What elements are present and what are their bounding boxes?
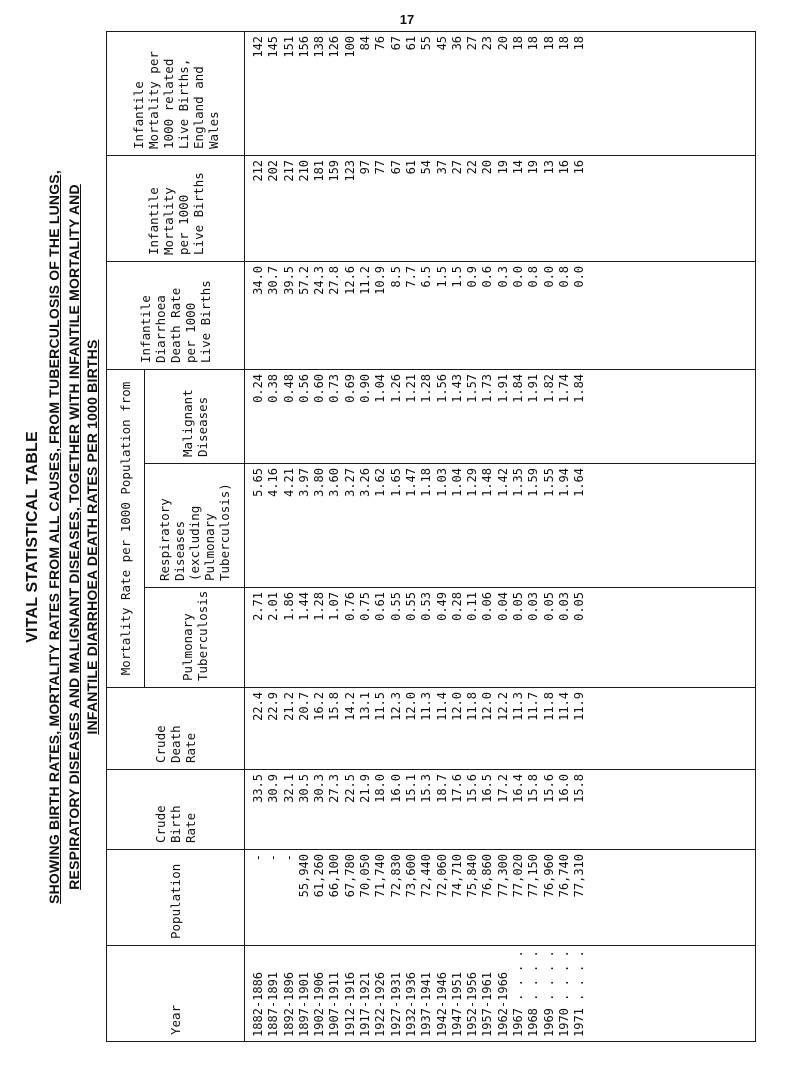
- table-cell-population: -: [266, 854, 281, 862]
- table-cell-malig: 1.43: [449, 373, 464, 403]
- table-cell-diarr: 1.5: [449, 265, 464, 288]
- table-cell-year: 1957-1961: [480, 971, 495, 1037]
- pulmonary-tuberculosis-column: [251, 592, 588, 683]
- table-cell-ew: 67: [388, 35, 403, 51]
- table-cell-resp: 1.59: [526, 468, 541, 497]
- population-column: [251, 854, 588, 941]
- table-cell-birth: 17.2: [495, 774, 510, 803]
- table-cell-resp: 3.27: [342, 468, 357, 497]
- table-cell-resp: 1.04: [449, 468, 464, 497]
- table-cell-population: 55,940: [296, 854, 311, 898]
- table-cell-population: 77,020: [511, 854, 526, 898]
- table-title: VITAL STATISTICAL TABLE: [24, 431, 41, 643]
- table-cell-pulm: 0.75: [358, 592, 373, 621]
- table-cell-birth: 16.5: [480, 774, 495, 803]
- table-cell-birth: 18.0: [373, 774, 388, 803]
- table-cell-ew: 84: [358, 35, 373, 51]
- table-cell-malig: 0.60: [312, 373, 327, 403]
- table-cell-resp: 1.03: [434, 468, 449, 497]
- table-cell-resp: 1.48: [480, 468, 495, 497]
- table-cell-malig: 0.38: [266, 373, 281, 403]
- table-cell-diarr: 7.7: [403, 265, 418, 288]
- table-cell-malig: 0.48: [281, 373, 296, 403]
- header-crude-death-rate: Crude Death Rate: [107, 688, 245, 770]
- table-cell-birth: 17.6: [449, 774, 464, 803]
- table-cell-death: 11.3: [419, 692, 434, 721]
- table-cell-year: 1907-1911: [327, 971, 342, 1037]
- crude-birth-rate-column: [251, 774, 588, 845]
- table-cell-death: 15.8: [327, 692, 342, 721]
- table-cell-population: 77,300: [495, 854, 510, 898]
- table-cell-inf: 19: [495, 159, 510, 175]
- respiratory-diseases-column: [251, 468, 588, 583]
- table-cell-population: 77,150: [526, 854, 541, 898]
- malignant-diseases-column: [251, 374, 588, 459]
- table-cell-resp: 1.35: [511, 468, 526, 497]
- table-cell-birth: 27.3: [327, 774, 342, 803]
- table-cell-resp: 1.94: [556, 468, 571, 497]
- table-cell-birth: 15.8: [526, 774, 541, 803]
- table-cell-birth: 15.6: [541, 774, 556, 803]
- table-cell-resp: 1.18: [419, 468, 434, 497]
- table-cell-death: 11.8: [465, 692, 480, 721]
- infantile-mortality-england-wales-column: [251, 36, 588, 151]
- table-cell-birth: 15.3: [419, 774, 434, 803]
- table-cell-diarr: 10.9: [373, 265, 388, 295]
- table-cell-birth: 22.5: [342, 774, 357, 803]
- table-cell-year: 1922-1926: [373, 971, 388, 1037]
- table-cell-year: 1902-1906: [312, 971, 327, 1037]
- table-cell-pulm: 1.07: [327, 592, 342, 621]
- infantile-diarrhoea-column: [251, 266, 588, 365]
- table-cell-resp: 3.80: [312, 468, 327, 497]
- table-cell-population: 72,060: [434, 854, 449, 898]
- table-cell-diarr: 34.0: [251, 265, 265, 295]
- table-cell-pulm: 0.55: [388, 592, 403, 621]
- table-cell-resp: 3.60: [327, 468, 342, 497]
- table-cell-year: 1932-1936: [403, 971, 418, 1037]
- table-cell-inf: 217: [281, 159, 296, 182]
- header-mortality-rate-group: Mortality Rate per 1000 Population from: [107, 369, 145, 687]
- table-cell-birth: 21.9: [358, 774, 373, 803]
- table-cell-inf: 16: [556, 159, 571, 175]
- table-cell-ew: 18: [526, 35, 541, 51]
- vital-statistics-table: [106, 31, 756, 1042]
- table-cell-resp: 3.97: [296, 468, 311, 497]
- table-cell-ew: 20: [495, 35, 510, 51]
- table-cell-population: 73,600: [403, 854, 418, 898]
- table-subtitle-line-3: INFANTILE DIARRHOEA DEATH RATES PER 1000 BIRTHS: [84, 339, 100, 735]
- table-cell-birth: 16.0: [556, 774, 571, 803]
- header-infantile-diarrhoea: Infantile Diarrhoea Death Rate per 1000 Live Births: [107, 261, 245, 369]
- table-cell-death: 11.4: [434, 692, 449, 721]
- header-malignant-diseases: Malignant Diseases: [145, 369, 245, 463]
- table-cell-inf: 19: [526, 159, 541, 175]
- table-cell-malig: 1.28: [419, 373, 434, 403]
- table-cell-year: 1882-1886: [251, 971, 265, 1037]
- table-cell-diarr: 30.7: [266, 265, 281, 295]
- table-cell-ew: 156: [296, 35, 311, 58]
- table-cell-inf: 61: [403, 159, 418, 175]
- table-cell-birth: 33.5: [251, 774, 265, 803]
- table-cell-pulm: 0.11: [465, 592, 480, 621]
- table-cell-diarr: 0.8: [526, 265, 541, 288]
- table-cell-birth: 15.1: [403, 774, 418, 803]
- table-cell-resp: 1.62: [373, 468, 388, 497]
- header-infantile-mortality-england-wales: Infantile Mortality per 1000 related Live Births, England and Wales: [107, 31, 245, 155]
- table-cell-year: 1968 . . . .: [526, 950, 541, 1037]
- table-cell-birth: 30.3: [312, 774, 327, 803]
- table-cell-inf: 97: [358, 159, 373, 175]
- table-cell-pulm: 0.06: [480, 592, 495, 621]
- table-cell-diarr: 12.6: [342, 265, 357, 295]
- table-cell-inf: 37: [434, 159, 449, 175]
- table-cell-pulm: 2.01: [266, 592, 281, 621]
- table-cell-ew: 18: [556, 35, 571, 51]
- table-cell-diarr: 1.5: [434, 265, 449, 288]
- table-cell-year: 1962-1966: [495, 971, 510, 1037]
- table-cell-ew: 145: [266, 35, 281, 58]
- table-cell-diarr: 39.5: [281, 265, 296, 295]
- table-cell-inf: 181: [312, 159, 327, 182]
- table-cell-population: 71,740: [373, 854, 388, 898]
- table-cell-diarr: 0.6: [480, 265, 495, 288]
- table-cell-population: -: [251, 854, 265, 862]
- table-cell-malig: 1.26: [388, 373, 403, 403]
- table-cell-death: 11.5: [373, 692, 388, 721]
- table-cell-birth: 15.8: [572, 774, 587, 803]
- table-cell-death: 12.3: [388, 692, 403, 721]
- table-cell-pulm: 1.28: [312, 592, 327, 621]
- table-cell-population: 61,260: [312, 854, 327, 898]
- table-cell-resp: 3.26: [358, 468, 373, 497]
- table-cell-inf: 77: [373, 159, 388, 175]
- table-cell-year: 1942-1946: [434, 971, 449, 1037]
- table-cell-pulm: 0.55: [403, 592, 418, 621]
- table-cell-diarr: 57.2: [296, 265, 311, 295]
- table-cell-ew: 126: [327, 35, 342, 58]
- table-cell-malig: 1.73: [480, 373, 495, 403]
- table-cell-ew: 76: [373, 35, 388, 51]
- header-respiratory-diseases: Respiratory Diseases (excluding Pulmonary Tuberculosis): [145, 464, 245, 588]
- table-cell-population: 76,960: [541, 854, 556, 898]
- table-cell-pulm: 2.71: [251, 592, 265, 621]
- table-cell-malig: 1.84: [572, 373, 587, 403]
- crude-death-rate-column: [251, 692, 588, 765]
- table-cell-diarr: 0.8: [556, 265, 571, 288]
- table-cell-death: 12.2: [495, 692, 510, 721]
- table-cell-pulm: 0.53: [419, 592, 434, 621]
- table-cell-population: 72,440: [419, 854, 434, 898]
- table-cell-population: 67,780: [342, 854, 357, 898]
- year-column: [251, 950, 588, 1037]
- table-cell-pulm: 0.49: [434, 592, 449, 621]
- table-cell-ew: 18: [541, 35, 556, 51]
- table-cell-inf: 14: [511, 159, 526, 175]
- table-cell-pulm: 0.03: [556, 592, 571, 621]
- table-cell-death: 11.7: [526, 692, 541, 721]
- table-cell-inf: 22: [465, 159, 480, 175]
- table-cell-pulm: 0.05: [511, 592, 526, 621]
- table-cell-diarr: 8.5: [388, 265, 403, 288]
- table-subtitle-line-2: RESPIRATORY DISEASES AND MALIGNANT DISEASES, TOGETHER WITH INFANTILE MORTALITY AND: [66, 184, 82, 890]
- page-number: 17: [399, 12, 415, 27]
- table-cell-ew: 138: [312, 35, 327, 58]
- table-cell-inf: 54: [419, 159, 434, 175]
- table-cell-pulm: 0.05: [572, 592, 587, 621]
- table-cell-diarr: 0.0: [572, 265, 587, 288]
- table-cell-inf: 67: [388, 159, 403, 175]
- table-cell-birth: 32.1: [281, 774, 296, 803]
- header-population: Population: [107, 850, 245, 946]
- table-cell-malig: 0.24: [251, 373, 265, 403]
- table-cell-year: 1952-1956: [465, 971, 480, 1037]
- table-cell-resp: 5.65: [251, 468, 265, 497]
- table-cell-year: 1967 . . . .: [511, 950, 526, 1037]
- table-cell-ew: 36: [449, 35, 464, 51]
- table-cell-malig: 1.84: [511, 373, 526, 403]
- table-cell-diarr: 0.0: [511, 265, 526, 288]
- table-cell-malig: 1.57: [465, 373, 480, 403]
- table-cell-inf: 27: [449, 159, 464, 175]
- table-cell-malig: 1.21: [403, 373, 418, 403]
- infantile-mortality-column: [251, 160, 588, 257]
- table-cell-malig: 0.56: [296, 373, 311, 403]
- table-cell-resp: 4.16: [266, 468, 281, 497]
- table-cell-inf: 16: [572, 159, 587, 175]
- table-cell-year: 1969 . . . .: [541, 950, 556, 1037]
- table-cell-death: 11.8: [541, 692, 556, 721]
- table-cell-pulm: 0.76: [342, 592, 357, 621]
- table-cell-year: 1917-1921: [358, 971, 373, 1037]
- table-cell-death: 20.7: [296, 692, 311, 721]
- table-cell-death: 14.2: [342, 692, 357, 721]
- table-cell-malig: 0.69: [342, 373, 357, 403]
- table-cell-death: 21.2: [281, 692, 296, 721]
- table-cell-diarr: 0.3: [495, 265, 510, 288]
- table-cell-year: 1971 . . . .: [572, 950, 587, 1037]
- table-cell-death: 12.0: [449, 692, 464, 721]
- table-cell-inf: 159: [327, 159, 342, 182]
- table-cell-diarr: 6.5: [419, 265, 434, 288]
- rotated-table-page: [24, 32, 784, 1042]
- table-cell-death: 16.2: [312, 692, 327, 721]
- table-cell-ew: 27: [465, 35, 480, 51]
- table-cell-resp: 1.47: [403, 468, 418, 497]
- table-cell-ew: 100: [342, 35, 357, 58]
- table-cell-malig: 1.74: [556, 373, 571, 403]
- table-cell-birth: 30.9: [266, 774, 281, 803]
- table-cell-ew: 151: [281, 35, 296, 58]
- table-cell-pulm: 0.03: [526, 592, 541, 621]
- table-cell-birth: 15.6: [465, 774, 480, 803]
- table-cell-diarr: 24.3: [312, 265, 327, 295]
- table-cell-inf: 13: [541, 159, 556, 175]
- table-cell-ew: 18: [572, 35, 587, 51]
- table-cell-death: 11.3: [511, 692, 526, 721]
- table-cell-malig: 0.73: [327, 373, 342, 403]
- table-cell-year: 1947-1951: [449, 971, 464, 1037]
- table-cell-death: 22.4: [251, 692, 265, 721]
- table-cell-resp: 1.64: [572, 468, 587, 497]
- table-cell-birth: 30.5: [296, 774, 311, 803]
- table-cell-resp: 4.21: [281, 468, 296, 497]
- table-cell-birth: 16.0: [388, 774, 403, 803]
- table-cell-year: 1892-1896: [281, 971, 296, 1037]
- table-subtitle-line-1: SHOWING BIRTH RATES, MORTALITY RATES FROM ALL CAUSES, FROM TUBERCULOSIS OF THE LUNGS,: [46, 170, 62, 904]
- table-cell-year: 1937-1941: [419, 971, 434, 1037]
- table-cell-malig: 1.82: [541, 373, 556, 403]
- table-cell-malig: 0.90: [358, 373, 373, 403]
- table-cell-ew: 45: [434, 35, 449, 51]
- table-cell-population: 76,860: [480, 854, 495, 898]
- table-cell-pulm: 0.61: [373, 592, 388, 621]
- header-year: Year: [107, 946, 245, 1042]
- table-cell-malig: 1.91: [526, 373, 541, 403]
- header-infantile-mortality: Infantile Mortality per 1000 Live Births: [107, 155, 245, 261]
- table-cell-diarr: 0.0: [541, 265, 556, 288]
- table-cell-resp: 1.65: [388, 468, 403, 497]
- table-cell-death: 22.9: [266, 692, 281, 721]
- table-cell-pulm: 0.04: [495, 592, 510, 621]
- table-cell-resp: 1.42: [495, 468, 510, 497]
- table-cell-population: 66,100: [327, 854, 342, 898]
- table-cell-diarr: 11.2: [358, 265, 373, 295]
- table-cell-pulm: 0.28: [449, 592, 464, 621]
- table-cell-population: 76,740: [556, 854, 571, 898]
- table-cell-year: 1897-1901: [296, 971, 311, 1037]
- table-cell-inf: 212: [251, 159, 265, 182]
- table-cell-year: 1912-1916: [342, 971, 357, 1037]
- table-cell-death: 11.9: [572, 692, 587, 721]
- table-cell-year: 1970 . . . .: [556, 950, 571, 1037]
- table-cell-birth: 16.4: [511, 774, 526, 803]
- table-cell-diarr: 0.9: [465, 265, 480, 288]
- table-cell-death: 12.0: [403, 692, 418, 721]
- table-cell-inf: 20: [480, 159, 495, 175]
- table-cell-inf: 123: [342, 159, 357, 182]
- table-cell-death: 11.4: [556, 692, 571, 721]
- table-cell-ew: 55: [419, 35, 434, 51]
- table-cell-death: 13.1: [358, 692, 373, 721]
- table-cell-malig: 1.04: [373, 373, 388, 403]
- table-cell-population: 74,710: [449, 854, 464, 898]
- table-cell-year: 1887-1891: [266, 971, 281, 1037]
- table-cell-ew: 18: [511, 35, 526, 51]
- table-cell-population: 70,050: [358, 854, 373, 898]
- header-pulmonary-tuberculosis: Pulmonary Tuberculosis: [145, 588, 245, 688]
- table-cell-resp: 1.55: [541, 468, 556, 497]
- table-cell-population: -: [281, 854, 296, 862]
- table-cell-ew: 23: [480, 35, 495, 51]
- table-cell-diarr: 27.8: [327, 265, 342, 295]
- table-cell-pulm: 1.86: [281, 592, 296, 621]
- table-cell-population: 75,840: [465, 854, 480, 898]
- header-crude-birth-rate: Crude Birth Rate: [107, 770, 245, 850]
- table-cell-ew: 61: [403, 35, 418, 51]
- table-cell-malig: 1.91: [495, 373, 510, 403]
- table-cell-resp: 1.29: [465, 468, 480, 497]
- table-cell-year: 1927-1931: [388, 971, 403, 1037]
- table-cell-pulm: 1.44: [296, 592, 311, 621]
- table-cell-birth: 18.7: [434, 774, 449, 803]
- table-cell-malig: 1.56: [434, 373, 449, 403]
- table-cell-population: 72,830: [388, 854, 403, 898]
- table-cell-inf: 210: [296, 159, 311, 182]
- table-cell-death: 12.0: [480, 692, 495, 721]
- table-cell-population: 77,310: [572, 854, 587, 898]
- table-cell-ew: 142: [251, 35, 265, 58]
- table-cell-inf: 202: [266, 159, 281, 182]
- table-cell-pulm: 0.05: [541, 592, 556, 621]
